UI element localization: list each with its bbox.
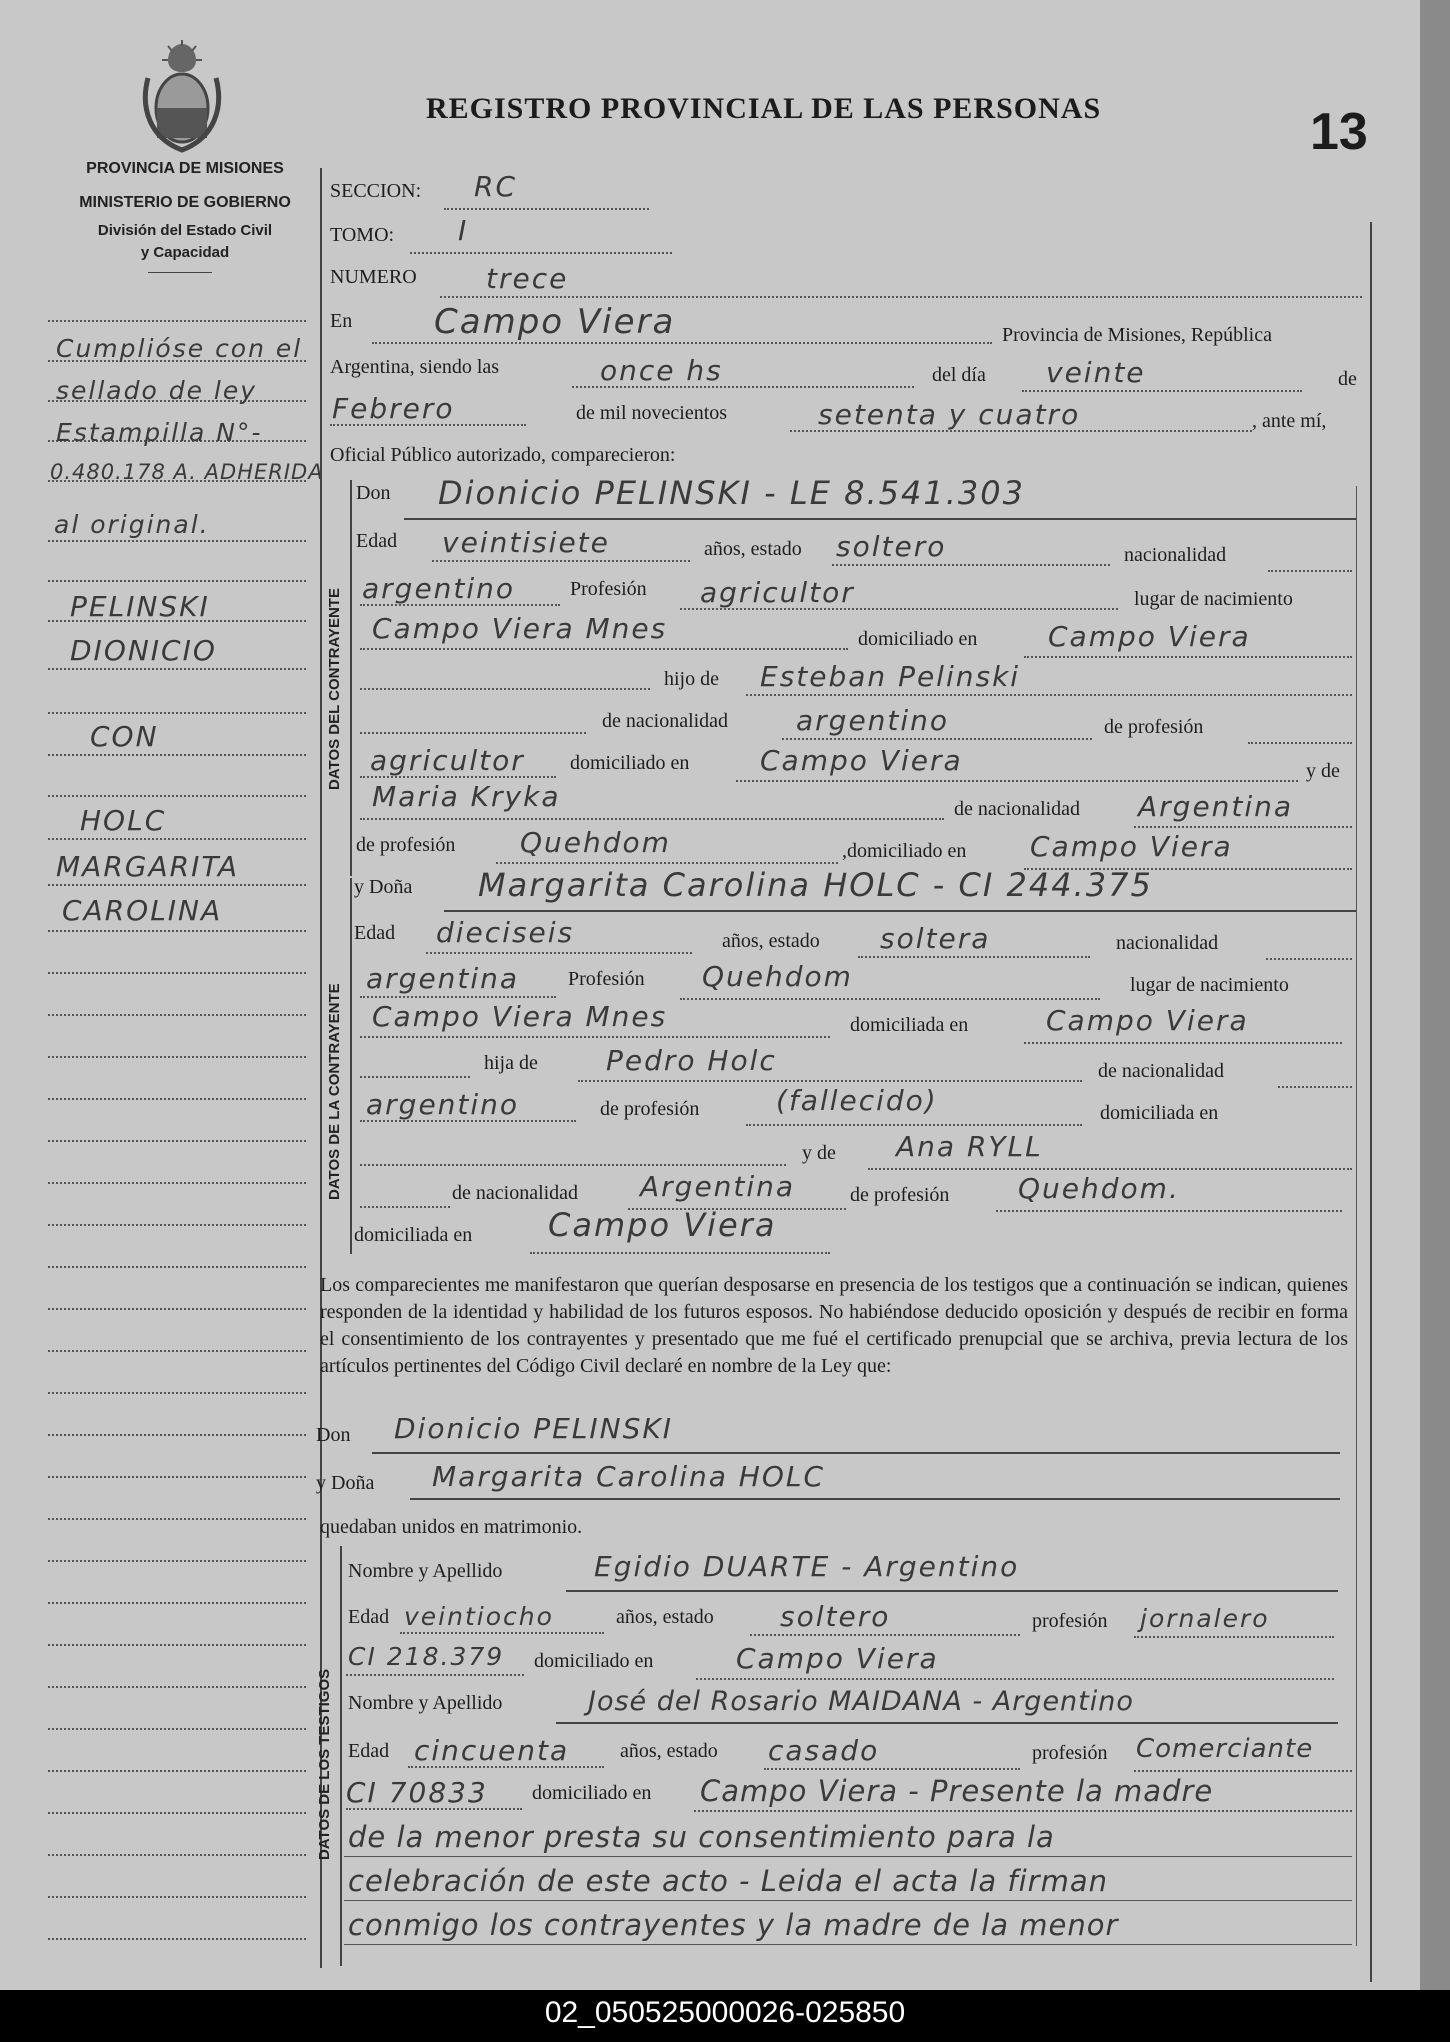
nacionalidad-value: argentino [362, 572, 516, 605]
testigo1-nombre-label: Nombre y Apellido [348, 1560, 503, 1582]
testigo1-domiciliado-label: domiciliado en [534, 1650, 654, 1672]
office-line-2: MINISTERIO DE GOBIERNO [79, 194, 291, 211]
anio-value: setenta y cuatro [818, 398, 1081, 431]
section-label-contrayente-2: DATOS DE LA CONTRAYENTE [326, 983, 343, 1200]
padre-profesion-value: agricultor [370, 744, 525, 777]
domiciliado-label: domiciliado en [858, 628, 978, 650]
testigo1-profesion-label: profesión [1032, 1610, 1108, 1632]
testigo2-estado-value: casado [768, 1734, 880, 1767]
page-edge [1420, 0, 1450, 1990]
oficial-label: Oficial Público autorizado, comparecieron: [330, 444, 676, 466]
lugar-label-2: lugar de nacimiento [1130, 974, 1289, 996]
provincia-label: Provincia de Misiones, República [1002, 324, 1272, 346]
office-line-3: División del Estado Civil [97, 222, 273, 239]
margin-name-2: DIONICIO [70, 634, 217, 667]
unidos-label: quedaban unidos en matrimonio. [320, 1516, 583, 1538]
testigos-note-line-1: de la menor presta su consentimiento para la [348, 1820, 1055, 1854]
section-label-contrayente: DATOS DEL CONTRAYENTE [326, 588, 343, 790]
madre-profesion-value: Quehdom [520, 826, 671, 859]
contrayente2-name-value: Margarita Carolina HOLC - CI 244.375 [478, 866, 1153, 904]
madre-domiciliado-label: ,domiciliado en [842, 840, 967, 862]
madre-value-2: Ana RYLL [896, 1130, 1043, 1163]
madre-profesion-label: de profesión [356, 834, 456, 856]
document-title: REGISTRO PROVINCIAL DE LAS PERSONAS [426, 92, 1102, 125]
edad-label: Edad [356, 530, 398, 552]
padre-value-2: Pedro Holc [606, 1044, 777, 1077]
estado-value-2: soltera [880, 922, 991, 955]
dona-label: y Doña [354, 876, 413, 898]
declaration-dona-value: Margarita Carolina HOLC [432, 1460, 826, 1493]
mil-label: de mil novecientos [576, 402, 728, 424]
madre-nacionalidad-value: Argentina [1138, 790, 1294, 823]
nacionalidad-label-2: nacionalidad [1116, 932, 1219, 954]
padre-value: Esteban Pelinski [760, 660, 1021, 693]
margin-name-5: CAROLINA [62, 894, 223, 927]
seccion-value: RC [474, 170, 518, 203]
tomo-label: TOMO: [330, 224, 395, 246]
profesion-label-2: Profesión [568, 968, 645, 990]
de-nacionalidad-label: de nacionalidad [602, 710, 729, 732]
domicilio-value: Campo Viera [1048, 620, 1251, 653]
section-label-testigos: DATOS DE LOS TESTIGOS [316, 1668, 333, 1860]
padre-nacionalidad-value-2: argentino [366, 1088, 520, 1121]
domiciliada-label: domiciliada en [850, 1014, 969, 1036]
office-line-4: y Capacidad [140, 244, 230, 261]
ante-mi-label: , ante mí, [1252, 410, 1327, 432]
madre-domicilio-value: Campo Viera [1030, 830, 1233, 863]
y-de-label-2: y de [802, 1142, 836, 1164]
de-profesion-label-2: de profesión [600, 1098, 700, 1120]
office-line-1: PROVINCIA DE MISIONES [86, 160, 284, 177]
testigo2-ci-value: CI 70833 [346, 1776, 488, 1809]
margin-note-4: 0.480.178 A. ADHERIDA [50, 460, 324, 484]
edad-value-2: dieciseis [436, 916, 575, 949]
en-label: En [330, 310, 353, 332]
madre-domiciliada-label-2: domiciliada en [354, 1224, 473, 1246]
margin-note-3: Estampilla N°- [56, 418, 263, 447]
testigo1-edad-value: veintiocho [404, 1602, 554, 1631]
padre-profesion-value-2: (fallecido) [776, 1084, 938, 1117]
tomo-value: I [458, 214, 469, 247]
margin-name-3: HOLC [80, 804, 167, 837]
margin-name-4: MARGARITA [56, 850, 240, 883]
testigo1-estado-value: soltero [780, 1600, 891, 1633]
edad-label-2: Edad [354, 922, 396, 944]
profesion-value: agricultor [700, 576, 855, 609]
profesion-label: Profesión [570, 578, 647, 600]
numero-value: trece [486, 262, 569, 295]
nacionalidad-value-2: argentina [366, 962, 520, 995]
nacionalidad-label: nacionalidad [1124, 544, 1227, 566]
testigo2-edad-value: cincuenta [414, 1734, 570, 1767]
testigo1-ci-value: CI 218.379 [348, 1642, 505, 1671]
lugar-label: lugar de nacimiento [1134, 588, 1293, 610]
don-label: Don [356, 482, 391, 504]
declaration-don-label: Don [316, 1424, 351, 1446]
domicilio-value-2: Campo Viera [1046, 1004, 1249, 1037]
margin-con: CON [90, 720, 159, 753]
filename-label: 02_050525000026-025850 [544, 1996, 906, 2029]
testigo2-nombre-label: Nombre y Apellido [348, 1692, 503, 1714]
estado-value: soltero [836, 530, 947, 563]
madre-profesion-label-2: de profesión [850, 1184, 950, 1206]
testigo2-profesion-value: Comerciante [1136, 1734, 1314, 1764]
argentina-label: Argentina, siendo las [330, 356, 500, 378]
testigos-note-line-3: conmigo los contrayentes y la madre de la menor [348, 1908, 1119, 1942]
padre-domiciliado-label: domiciliado en [570, 752, 690, 774]
madre-value: Maria Kryka [372, 780, 561, 813]
testigo1-edad-label: Edad [348, 1606, 390, 1628]
testigo2-edad-label: Edad [348, 1740, 390, 1762]
testigo2-domicilio-value: Campo Viera - Presente la madre [700, 1774, 1214, 1808]
testigo1-profesion-value: jornalero [1140, 1604, 1270, 1633]
argentina-coat-of-arms-icon [138, 38, 226, 158]
estado-label-2: años, estado [722, 930, 820, 952]
declaration-don-value: Dionicio PELINSKI [394, 1412, 673, 1445]
testigo1-domicilio-value: Campo Viera [736, 1642, 939, 1675]
testigo2-domiciliado-label: domiciliado en [532, 1782, 652, 1804]
padre-domicilio-value: Campo Viera [760, 744, 963, 777]
madre-profesion-value-2: Quehdom. [1018, 1172, 1180, 1205]
de-label: de [1338, 368, 1357, 390]
testigo1-estado-label: años, estado [616, 1606, 714, 1628]
madre-nacionalidad-value-2: Argentina [640, 1170, 796, 1203]
padre-domiciliada-label: domiciliada en [1100, 1102, 1219, 1124]
contrayente-name-value: Dionicio PELINSKI - LE 8.541.303 [438, 474, 1025, 512]
dia-value: veinte [1046, 356, 1146, 389]
seccion-label: SECCION: [330, 180, 422, 202]
hora-value: once hs [600, 354, 723, 387]
lugar-value-2: Campo Viera Mnes [372, 1000, 668, 1033]
margin-note-2: sellado de ley [56, 376, 258, 405]
testigo1-nombre-value: Egidio DUARTE - Argentino [594, 1550, 1020, 1583]
testigo2-profesion-label: profesión [1032, 1742, 1108, 1764]
de-profesion-label: de profesión [1104, 716, 1204, 738]
declaration-dona-label: y Doña [316, 1472, 375, 1494]
madre-nacionalidad-label: de nacionalidad [954, 798, 1081, 820]
mes-value: Febrero [332, 392, 455, 425]
de-nacionalidad-label-2: de nacionalidad [1098, 1060, 1225, 1082]
en-value: Campo Viera [434, 302, 676, 342]
hijo-label: hijo de [664, 668, 719, 690]
margin-name-1: PELINSKI [70, 590, 210, 623]
edad-value: veintisiete [442, 526, 610, 559]
testigos-note-line-2: celebración de este acto - Leida el acta la firman [348, 1864, 1108, 1898]
padre-nacionalidad-value: argentino [796, 704, 950, 737]
del-dia-label: del día [932, 364, 986, 386]
numero-label: NUMERO [330, 266, 417, 288]
margin-note-1: Cumplióse con el [56, 334, 303, 363]
madre-nacionalidad-label-2: de nacionalidad [452, 1182, 579, 1204]
testigo2-estado-label: años, estado [620, 1740, 718, 1762]
madre-domicilio-value-2: Campo Viera [548, 1206, 777, 1244]
y-de-label: y de [1306, 760, 1340, 782]
lugar-value: Campo Viera Mnes [372, 612, 668, 645]
declaration-paragraph: Los comparecientes me manifestaron que querían desposarse en presencia de los testigos que a continuación se indican, quienes responden de la identidad y habilidad de los futuros esposos. No habiéndose deducido oposición y después de recibir en forma el consentimiento de los contrayentes y presentado que me fué el certificado prenupcial que se archiva, previa lectura de los artículos pertinentes del Código Civil declaré en nombre de la Ley que: [320, 1274, 1348, 1377]
estado-label: años, estado [704, 538, 802, 560]
hija-label: hija de [484, 1052, 538, 1074]
profesion-value-2: Quehdom [702, 960, 853, 993]
testigo2-nombre-value: José del Rosario MAIDANA - Argentino [588, 1686, 1134, 1717]
page-number: 13 [1310, 103, 1368, 161]
margin-note-5: al original. [54, 510, 210, 539]
